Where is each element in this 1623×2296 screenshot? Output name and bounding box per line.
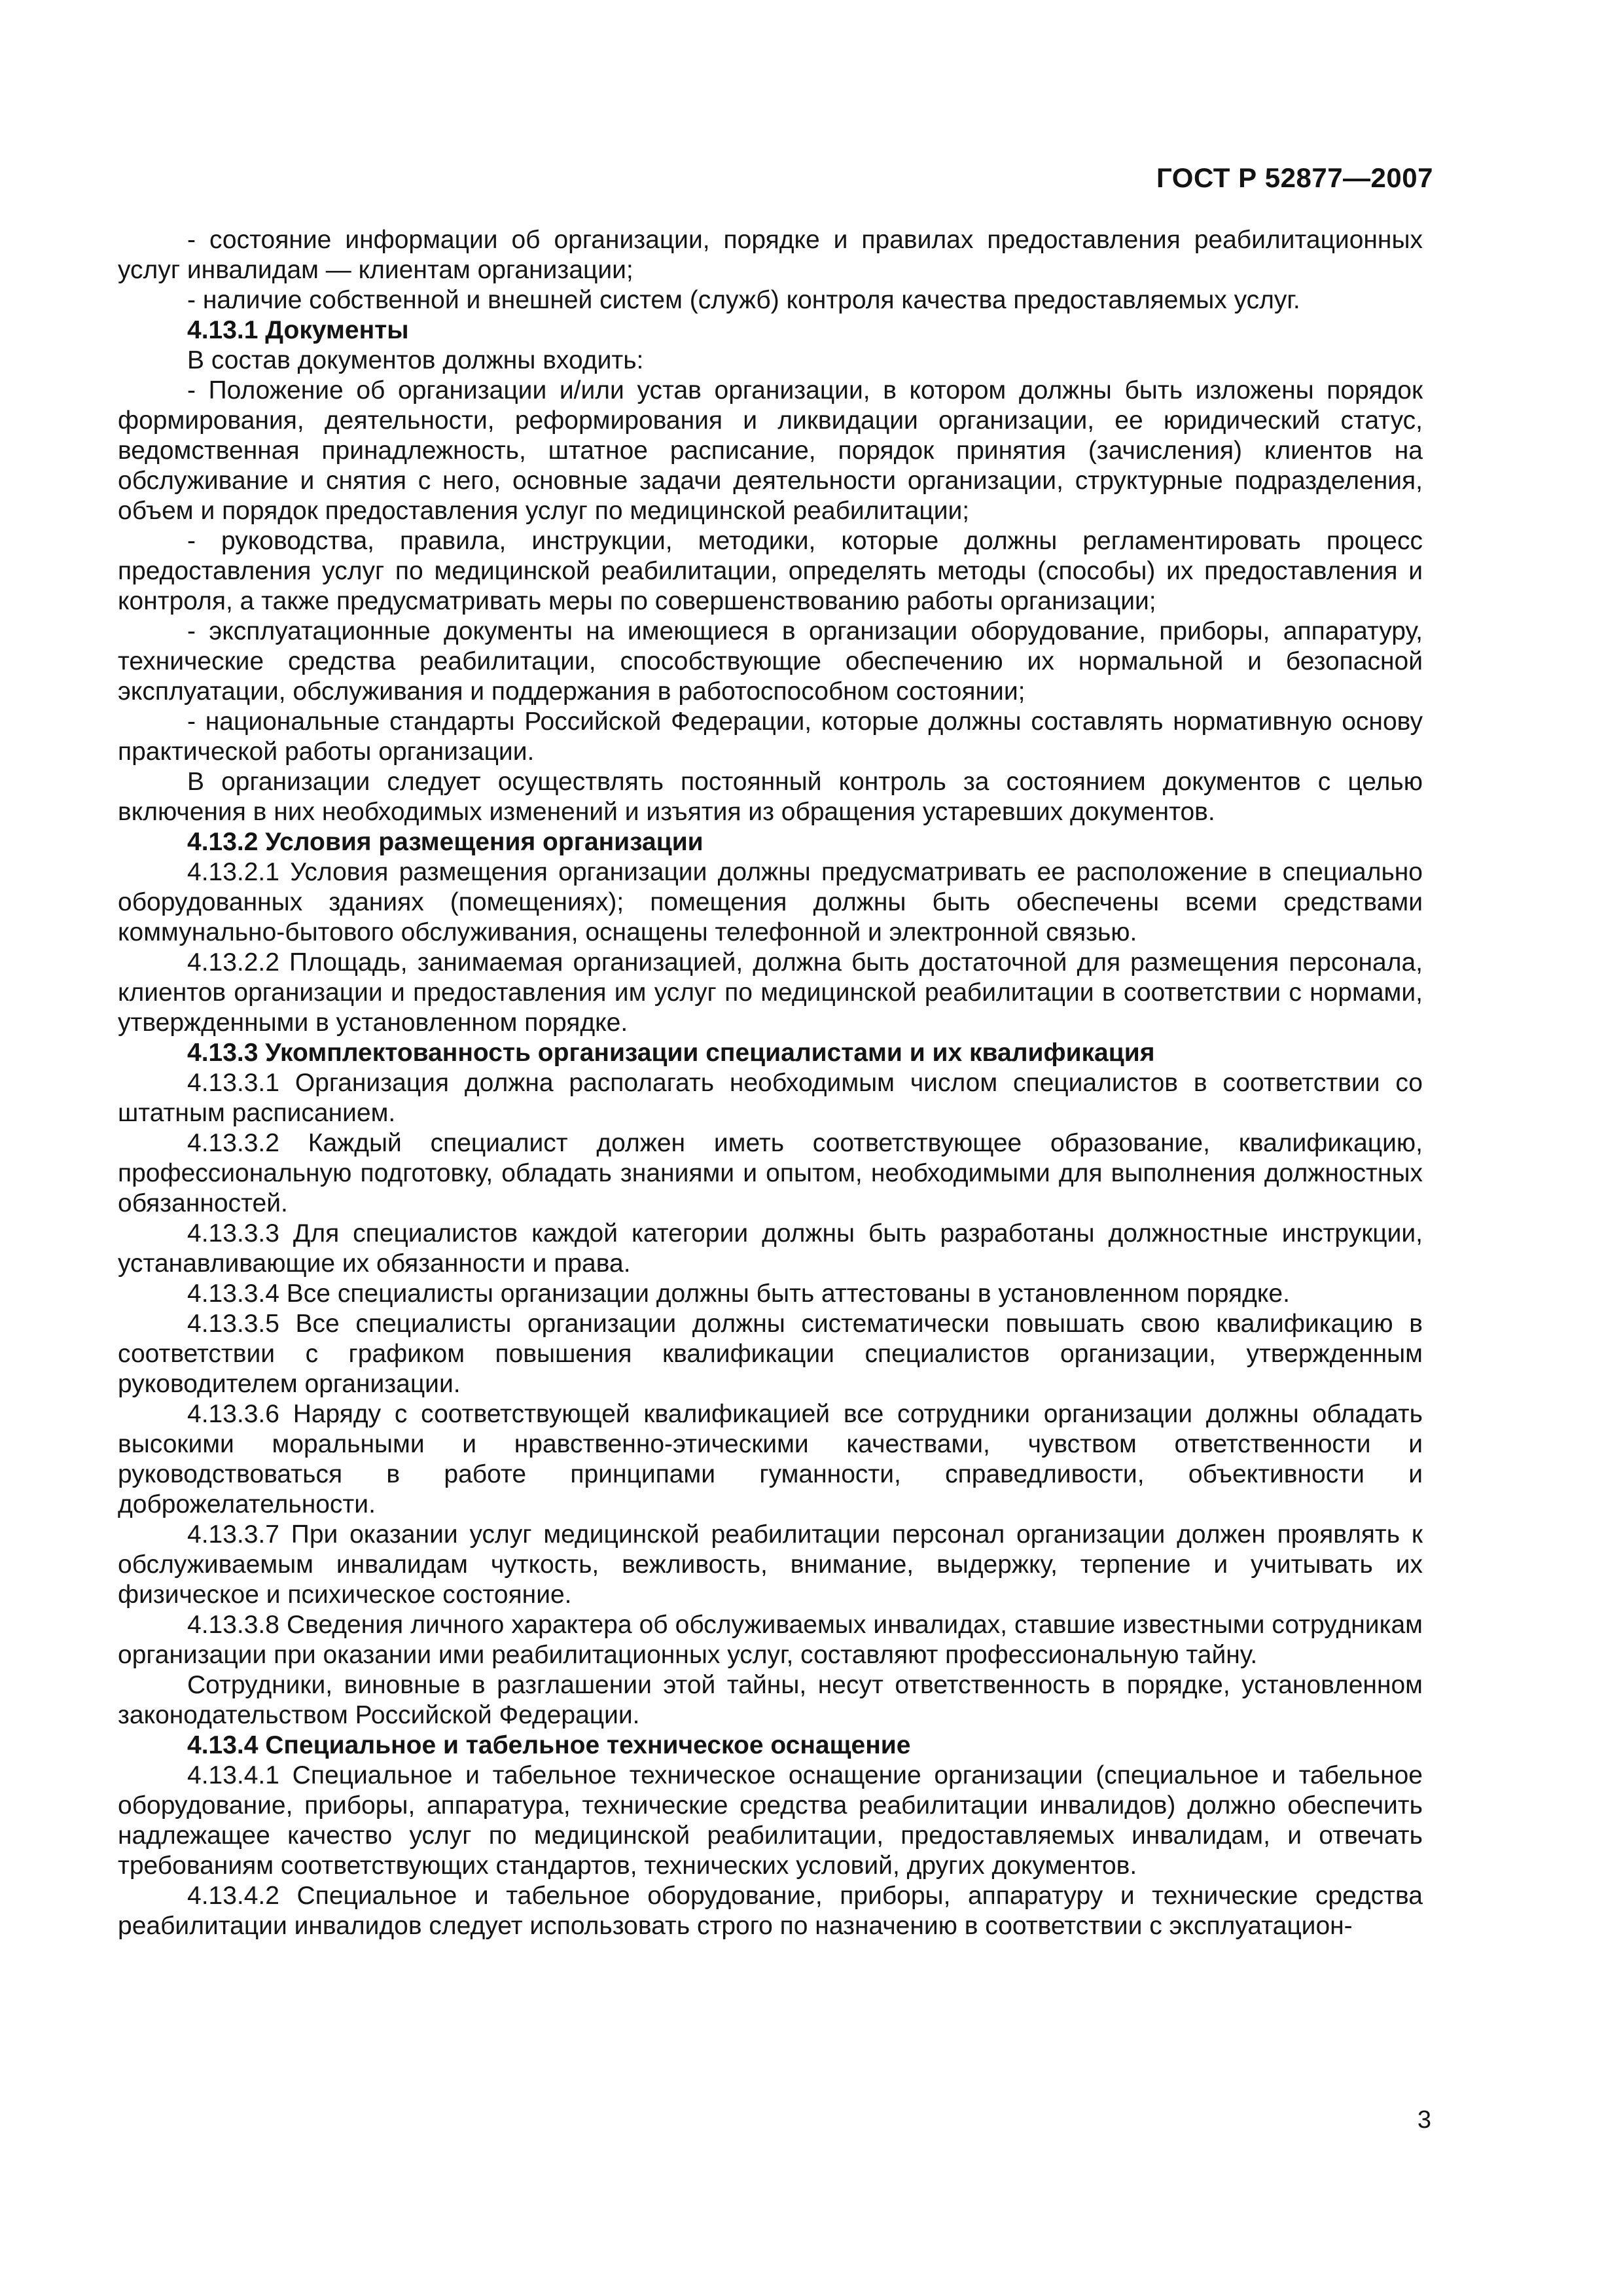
paragraph: Сотрудники, виновные в разглашении этой тайны, несут ответственность в порядке, установленном законодательством Российской Федерации. bbox=[118, 1671, 1423, 1729]
paragraph: В организации следует осуществлять постоянный контроль за состоянием документов с целью включения в них необходимых изменений и изъятия из обращения устаревших документов. bbox=[118, 768, 1423, 826]
paragraph: - Положение об организации и/или устав организации, в котором должны быть изложены порядок формирования, деятельности, реформирования и ликвидации организации, ее юридический статус, ведомственная принадлежность, штатное расписание, порядок принятия (зачисления) клиентов на обслуживание и снятия с него, основные задачи деятельности организации, структурные подразделения, объем и порядок предоставления услуг по медицинской реабилитации; bbox=[118, 376, 1423, 525]
paragraph: - руководства, правила, инструкции, методики, которые должны регламентировать процесс предоставления услуг по медицинской реабилитации, определять методы (способы) их предоставления и контроля, а также предусматривать меры по совершенствованию работы организации; bbox=[118, 527, 1423, 615]
paragraph: В состав документов должны входить: bbox=[187, 346, 644, 374]
paragraph: 4.13.4.2 Специальное и табельное оборудование, приборы, аппаратуру и технические средства реабилитации инвалидов следует использовать строго по назначению в соответствии с эксплуатацион- bbox=[118, 1882, 1423, 1940]
paragraph: 4.13.3.8 Сведения личного характера об обслуживаемых инвалидах, ставшие известными сотрудникам организации при оказании ими реабилитационных услуг, составляют профессиональную тайну. bbox=[118, 1611, 1423, 1669]
page-number: 3 bbox=[1417, 2106, 1431, 2134]
section-heading: 4.13.1 Документы bbox=[187, 316, 409, 344]
paragraph: - наличие собственной и внешней систем (служб) контроля качества предоставляемых услуг. bbox=[187, 286, 1300, 314]
paragraph: 4.13.3.4 Все специалисты организации должны быть аттестованы в установленном порядке. bbox=[187, 1280, 1290, 1308]
paragraph: 4.13.4.1 Специальное и табельное техническое оснащение организации (специальное и табельное оборудование, приборы, аппаратура, технические средства реабилитации инвалидов) должно обеспечить надлежащее качество услуг по медицинской реабилитации, предоставляемых инвалидам, и отвечать требованиям соответствующих стандартов, технических условий, других документов. bbox=[118, 1761, 1423, 1880]
paragraph: 4.13.2.2 Площадь, занимаемая организацией, должна быть достаточной для размещения персонала, клиентов организации и предоставления им услуг по медицинской реабилитации в соответствии с нормами, утвержденными в установленном порядке. bbox=[118, 948, 1423, 1037]
paragraph: - национальные стандарты Российской Федерации, которые должны составлять нормативную основу практической работы организации. bbox=[118, 708, 1423, 766]
document-body bbox=[118, 225, 1423, 1941]
paragraph: - состояние информации об организации, порядке и правилах предоставления реабилитационных услуг инвалидам — клиентам организации; bbox=[118, 226, 1423, 284]
section-heading: 4.13.2 Условия размещения организации bbox=[187, 828, 704, 856]
section-heading: 4.13.3 Укомплектованность организации специалистами и их квалификация bbox=[187, 1039, 1155, 1067]
section-heading: 4.13.4 Специальное и табельное техническое оснащение bbox=[187, 1731, 911, 1759]
paragraph: 4.13.3.5 Все специалисты организации должны систематически повышать свою квалификацию в соответствии с графиком повышения квалификации специалистов организации, утвержденным руководителем организации. bbox=[118, 1310, 1423, 1398]
paragraph: 4.13.3.3 Для специалистов каждой категории должны быть разработаны должностные инструкции, устанавливающие их обязанности и права. bbox=[118, 1219, 1423, 1278]
paragraph: 4.13.3.2 Каждый специалист должен иметь соответствующее образование, квалификацию, профессиональную подготовку, обладать знаниями и опытом, необходимыми для выполнения должностных обязанностей. bbox=[118, 1129, 1423, 1217]
paragraph: 4.13.3.1 Организация должна располагать необходимым числом специалистов в соответствии со штатным расписанием. bbox=[118, 1069, 1423, 1127]
document-id-header: ГОСТ Р 52877—2007 bbox=[1156, 162, 1433, 193]
paragraph: 4.13.3.7 При оказании услуг медицинской реабилитации персонал организации должен проявлять к обслуживаемым инвалидам чуткость, вежливость, внимание, выдержку, терпение и учитывать их физическое и психическое состояние. bbox=[118, 1520, 1423, 1609]
paragraph: 4.13.3.6 Наряду с соответствующей квалификацией все сотрудники организации должны обладать высокими моральными и нравственно-этическими качествами, чувством ответственности и руководствоваться в работе принципами гуманности, справедливости, объективности и доброжелательности. bbox=[118, 1400, 1423, 1518]
paragraph: - эксплуатационные документы на имеющиеся в организации оборудование, приборы, аппаратуру, технические средства реабилитации, способствующие обеспечению их нормальной и безопасной эксплуатации, обслуживания и поддержания в работоспособном состоянии; bbox=[118, 617, 1423, 706]
paragraph: 4.13.2.1 Условия размещения организации должны предусматривать ее расположение в специально оборудованных зданиях (помещениях); помещения должны быть обеспечены всеми средствами коммунально-бытового обслуживания, оснащены телефонной и электронной связью. bbox=[118, 858, 1423, 946]
